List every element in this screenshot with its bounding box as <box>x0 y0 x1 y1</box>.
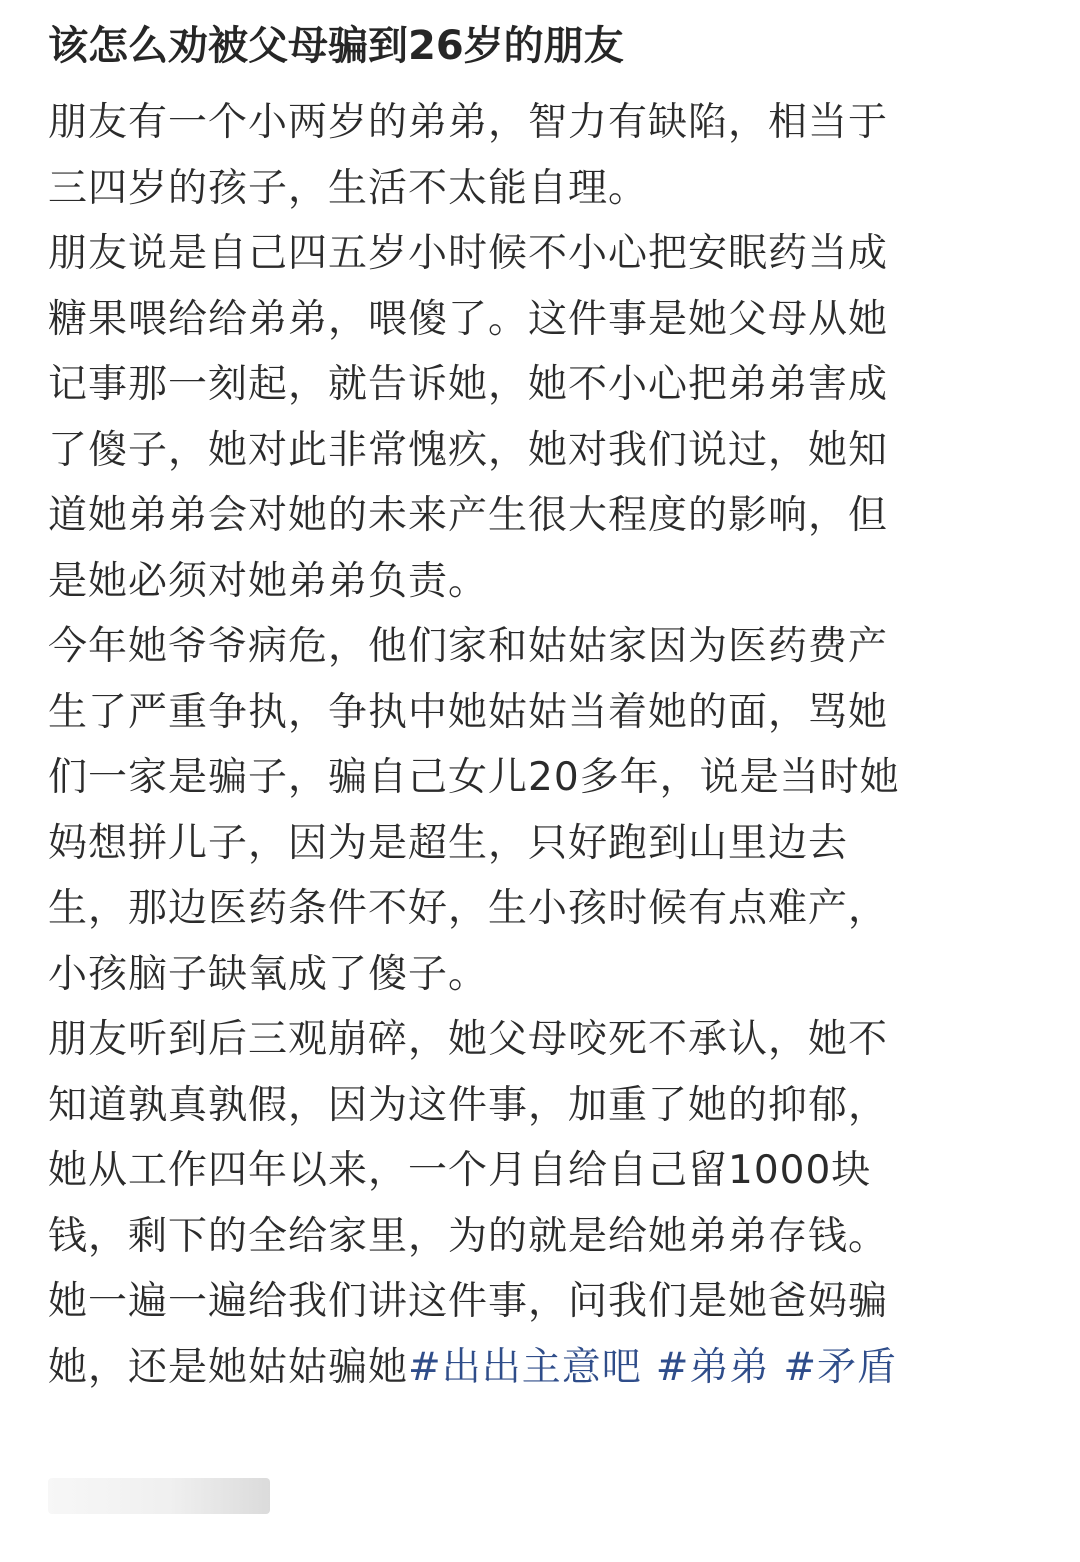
hashtag-list <box>408 1345 897 1390</box>
watermark-area <box>48 1478 270 1514</box>
post-body <box>48 90 1048 1400</box>
body-line-with-hashtags <box>48 1335 1048 1401</box>
body-line-text: 她，还是她姑姑骗她 <box>48 1344 409 1390</box>
body-line: 朋友有一个小两岁的弟弟，智力有缺陷，相当于 <box>48 100 889 145</box>
body-line: 们一家是骗子，骗自己女儿20多年，说是当时她 <box>48 755 900 800</box>
body-line: 是她必须对她弟弟负责。 <box>48 558 489 604</box>
body-line: 道她弟弟会对她的未来产生很大程度的影响，但 <box>48 493 889 538</box>
body-line: 生，那边医药条件不好，生小孩时候有点难产， <box>48 886 889 931</box>
body-line: 钱，剩下的全给家里，为的就是给她弟弟存钱。 <box>48 1213 889 1259</box>
body-line: 三四岁的孩子，生活不太能自理。 <box>48 165 649 211</box>
body-line: 她从工作四年以来，一个月自给自己留1000块 <box>48 1148 872 1193</box>
body-line: 朋友听到后三观崩碎，她父母咬死不承认，她不 <box>48 1017 889 1062</box>
hashtag-link[interactable]: #出出主意吧 <box>408 1344 642 1390</box>
hashtag-link[interactable]: #弟弟 <box>655 1344 770 1390</box>
body-line: 她一遍一遍给我们讲这件事，问我们是她爸妈骗 <box>48 1279 889 1324</box>
body-line: 生了严重争执，争执中她姑姑当着她的面，骂她 <box>48 689 889 735</box>
body-line: 糖果喂给给弟弟，喂傻了。这件事是她父母从她 <box>48 296 889 342</box>
body-line: 了傻子，她对此非常愧疚，她对我们说过，她知 <box>48 427 889 473</box>
hashtag-link[interactable]: #矛盾 <box>783 1344 898 1390</box>
post-title: 该怎么劝被父母骗到26岁的朋友 <box>48 23 624 69</box>
body-line: 小孩脑子缺氧成了傻子。 <box>48 951 489 997</box>
post-content <box>48 14 1048 1400</box>
body-line: 妈想拼儿子，因为是超生，只好跑到山里边去 <box>48 820 849 866</box>
body-line: 朋友说是自己四五岁小时候不小心把安眠药当成 <box>48 231 889 276</box>
body-line: 记事那一刻起，就告诉她，她不小心把弟弟害成 <box>48 362 889 407</box>
body-line: 今年她爷爷病危，他们家和姑姑家因为医药费产 <box>48 624 889 669</box>
watermark-icon <box>48 1478 270 1514</box>
body-line: 知道孰真孰假，因为这件事，加重了她的抑郁， <box>48 1082 889 1128</box>
